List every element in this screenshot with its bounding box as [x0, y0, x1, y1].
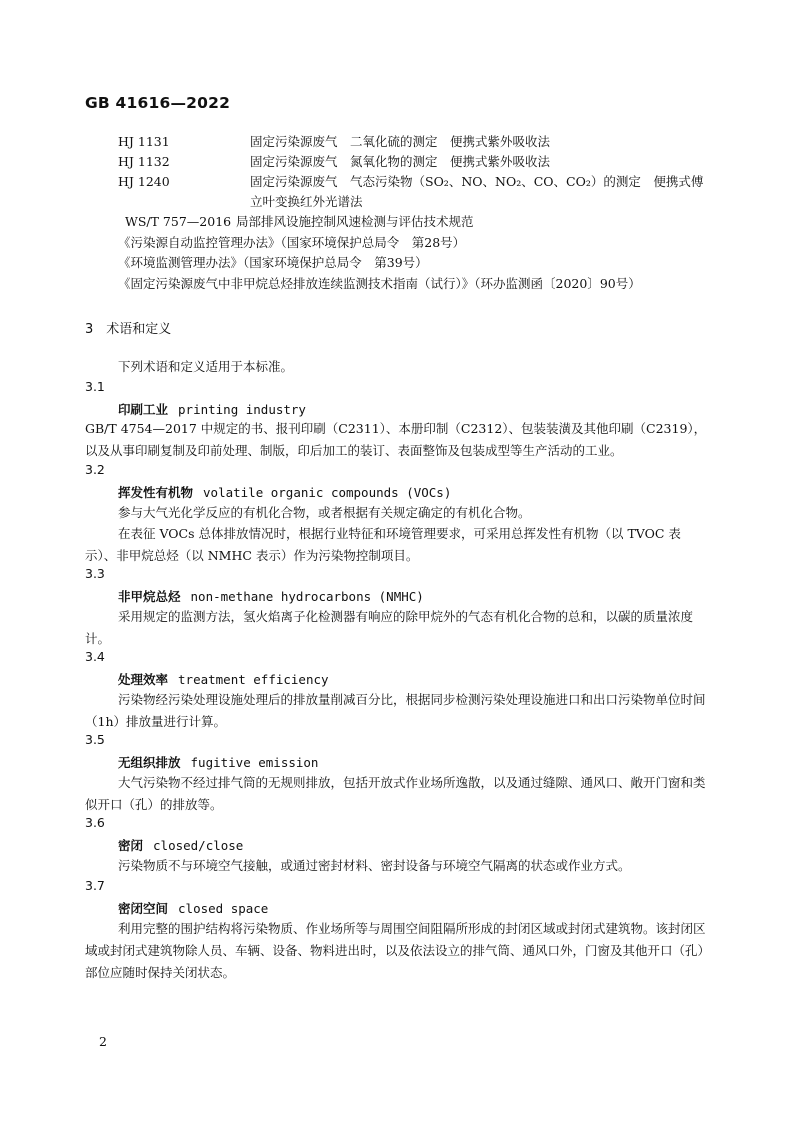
term-en: printing industry: [178, 402, 306, 417]
term-definition: 利用完整的围护结构将污染物质、作业场所等与周围空间阻隔所形成的封闭区域或封闭式建筑物。该封闭区域或封闭式建筑物除人员、车辆、设备、物料进出时，以及依法设立的排气筒、通风口外，门窗及其他开口（孔）部位应随时保持关闭状态。: [85, 921, 711, 980]
term-en: non-methane hydrocarbons (NMHC): [190, 589, 424, 604]
reference-row: [0, 212, 793, 232]
term-definition: 污染物质不与环境空气接触，或通过密封材料、密封设备与环境空气隔离的状态或作业方式。: [118, 858, 631, 873]
regulation-reference: 《固定污染源废气中非甲烷总烃排放连续监测技术指南（试行）》（环办监测函〔2020〕90号）: [118, 276, 641, 291]
term-number: 3.4: [85, 649, 105, 664]
term-en: treatment efficiency: [178, 672, 329, 687]
term-cn: 挥发性有机物: [118, 485, 194, 500]
regulation-reference: 《环境监测管理办法》（国家环境保护总局令 第39号）: [118, 255, 428, 270]
term-heading: [118, 400, 306, 418]
term-definition: 污染物经污染处理设施处理后的排放量削减百分比，根据同步检测污染处理设施进口和出口污染物单位时间（1h）排放量进行计算。: [85, 692, 706, 729]
term-definition: 参与大气光化学反应的有机化合物，或者根据有关规定确定的有机化合物。: [118, 505, 531, 520]
term-cn: 密闭空间: [118, 901, 169, 916]
term-cn: 密闭: [118, 838, 144, 853]
term-heading: [118, 587, 424, 605]
reference-title: 固定污染源废气 氮氧化物的测定 便携式紫外吸收法: [250, 154, 551, 169]
reference-code: HJ 1132: [118, 154, 170, 169]
term-number: 3.3: [85, 566, 105, 581]
reference-row: [0, 132, 793, 152]
reference-row: [0, 152, 793, 172]
reference-code: HJ 1131: [118, 134, 170, 149]
term-heading: [118, 483, 451, 501]
reference-title: 固定污染源废气 二氧化硫的测定 便携式紫外吸收法: [250, 134, 551, 149]
normative-references: [0, 132, 793, 232]
page-number: 2: [99, 1034, 107, 1049]
term-definition: 采用规定的监测方法，氢火焰离子化检测器有响应的除甲烷外的气态有机化合物的总和，以碳的质量浓度计。: [85, 609, 694, 646]
term-en: closed space: [178, 901, 269, 916]
term-en: volatile organic compounds (VOCs): [203, 485, 452, 500]
reference-row: [0, 172, 793, 212]
term-number: 3.6: [85, 815, 105, 830]
reference-title: 固定污染源废气 气态污染物（SO₂、NO、NO₂、CO、CO₂）的测定 便携式傅立叶变换红外光谱法: [250, 174, 704, 209]
term-number: 3.1: [85, 379, 105, 394]
regulation-reference: 《污染源自动监控管理办法》（国家环境保护总局令 第28号）: [118, 235, 466, 250]
term-heading: [118, 899, 268, 917]
standard-number: GB 41616—2022: [85, 94, 231, 112]
section-heading: 3 术语和定义: [85, 322, 172, 337]
term-definition: 大气污染物不经过排气筒的无规则排放，包括开放式作业场所逸散，以及通过缝隙、通风口、敞开门窗和类似开口（孔）的排放等。: [85, 775, 706, 812]
term-number: 3.5: [85, 732, 105, 747]
term-cn: 无组织排放: [118, 755, 181, 770]
reference-code: HJ 1240: [118, 174, 170, 189]
term-cn: 非甲烷总烃: [118, 589, 181, 604]
reference-code: WS/T 757—2016: [125, 214, 232, 229]
section-intro: 下列术语和定义适用于本标准。: [118, 359, 294, 374]
term-heading: [118, 753, 318, 771]
term-heading: [118, 670, 329, 688]
term-en: fugitive emission: [190, 755, 319, 770]
term-definition: 在表征 VOCs 总体排放情况时，根据行业特征和环境管理要求，可采用总挥发性有机物（以 TVOC 表示）、非甲烷总烃（以 NMHC 表示）作为污染物控制项目。: [85, 526, 681, 563]
term-definition: GB/T 4754—2017 中规定的书、报刊印刷（C2311）、本册印制（C2312）、包装装潢及其他印刷（C2319），以及从事印刷复制及印前处理、制版，印后加工的装订、表面整饰及包装成型等生产活动的工业。: [85, 421, 707, 458]
reference-title: 局部排风设施控制风速检测与评估技术规范: [236, 214, 474, 229]
term-number: 3.2: [85, 462, 105, 477]
term-heading: [118, 836, 243, 854]
term-cn: 处理效率: [118, 672, 169, 687]
term-en: closed/close: [153, 838, 244, 853]
term-number: 3.7: [85, 878, 105, 893]
term-cn: 印刷工业: [118, 402, 169, 417]
